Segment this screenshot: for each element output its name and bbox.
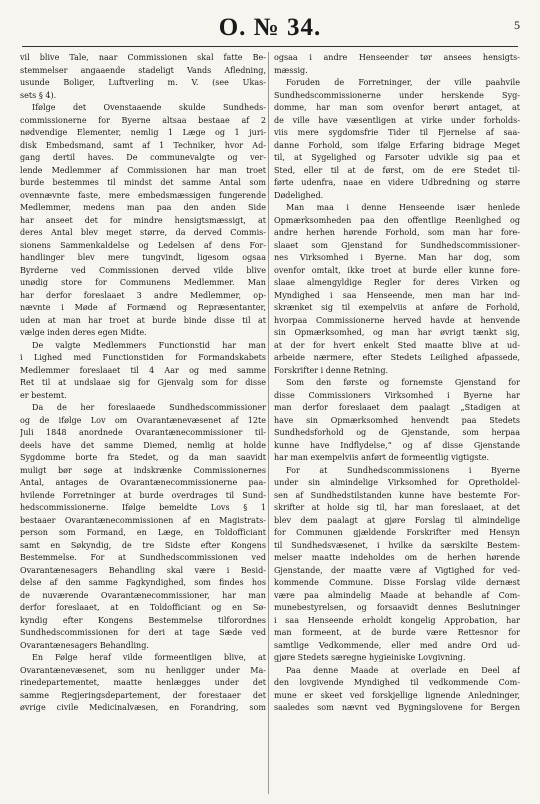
text-line: Medlemmer, medens man paa den anden Side — [20, 203, 266, 212]
text-line: Medlemmer foreslaaet til 4 Aar og med samme — [20, 365, 266, 375]
text-line: Myndighed i saa Henseende, men man har ind- — [274, 290, 520, 300]
text-line: saaledes som nævnt ved Bygningslovene for Bergen — [274, 703, 520, 712]
text-line: øvrige civile Medicinalvæsen, en Forandring, som — [20, 703, 266, 712]
text-line: Antal, antages de Ovarantænecommissionerne paa- — [20, 478, 266, 487]
text-line: Man maa i denne Henseende især henlede — [286, 203, 520, 212]
text-line: er bestemt. — [20, 390, 67, 400]
text-line: bestaaer Ovarantænecommissionen af en Magistrats- — [20, 515, 266, 525]
text-line: hvilende Forretninger at burde overdrages til Sund- — [20, 490, 266, 500]
text-line: viis mere sygdomsfrie Tider til Fjernelse af saa- — [274, 128, 520, 137]
text-line: Sted, eller til at de først, om de ere Stedet til- — [274, 165, 520, 175]
text-line: Dødelighed. — [274, 190, 324, 200]
page-header — [0, 14, 540, 42]
text-line: sen af Sundhedstilstanden kunne have bestemte For- — [274, 490, 520, 500]
text-line: sets § 4). — [20, 90, 57, 100]
text-line: commissionerne for Byerne altsaa bestaae af 2 — [20, 115, 266, 125]
text-line: skrifter at holde sig til, har man foreslaaet, at det — [274, 503, 520, 512]
text-line: har man exempelviis anført de formeentlig vigtigste. — [274, 453, 490, 462]
text-line: for Communen gjældende Forskrifter med Hensyn — [274, 528, 520, 537]
text-line: derfor foreslaaet, at en Toldofficiant og en Sø- — [20, 603, 266, 612]
text-line: til, at Sygelighed og Farsoter udvikle sig paa et — [274, 153, 520, 162]
text-line: De valgte Medlemmers Functionstid har man — [32, 340, 266, 350]
header-rule — [22, 46, 518, 47]
text-line: kunne have Indflydelse,“ og af disse Gjenstande — [274, 440, 520, 450]
text-line: de nuværende Ovarantænecommissioner, har man — [20, 590, 266, 600]
text-line: Da de her foreslaaede Sundhedscommissioner — [32, 403, 266, 412]
text-line: Paa denne Maade at overlade en Deel af — [286, 665, 520, 675]
text-line: skrænket sig til exempelviis at anføre de Forhold, — [274, 303, 520, 312]
text-line: person som Formand, en Læge, en Toldofficiant — [20, 528, 266, 537]
text-line: nævnte i Møde af Formænd og Repræsentanter, — [20, 303, 266, 312]
text-line: Ovarantænevæsenet, som nu henligger under Ma- — [20, 665, 266, 675]
text-line: arbeide nærmere, efter Stedets Leilighed afpassede, — [274, 353, 520, 362]
text-line: stemmelser angaaende stadeligt Vands Afledning, — [20, 65, 266, 75]
text-line: have sin Opmærksomhed henvendt paa Stedets — [274, 415, 520, 425]
text-line: rinedepartementet, maatte henlægges under det — [20, 678, 266, 687]
text-line: usunde Boliger, Luftverling m. V. (see Ukas- — [20, 78, 266, 87]
text-line: For at Sundhedscommissionens i Byerne — [286, 465, 520, 475]
text-line: blev dem paalagt at gjøre Forslag til almindelige — [274, 515, 520, 525]
text-line: muligt bør søge at indskrænke Commissionernes — [20, 465, 266, 475]
text-line: Sundhedscommissionerne under herskende Syg- — [274, 90, 520, 100]
text-line: domme, har man som ovenfor berørt antaget, at — [274, 103, 520, 112]
text-line: disse Commissioners Virksomhed i Byerne har — [274, 390, 520, 400]
text-line: slaaet som Gjenstand for Sundhedscommissioner- — [274, 240, 520, 250]
text-line: nes Virksomhed i Byerne. Man har dog, som — [274, 253, 520, 262]
text-line: unødig store for Communens Medlemmer. Man — [20, 278, 266, 287]
right-column — [274, 52, 520, 715]
text-line: Ovarantænesagers Behandling skal være i Besid- — [20, 565, 266, 575]
text-line: sionens Sammenkaldelse og Ledelsen af dens For- — [20, 240, 266, 250]
text-line: nødvendige Elementer, nemlig 1 Læge og 1 juri- — [20, 128, 266, 137]
text-line: Ovarantænesagers Behandling. — [20, 640, 149, 650]
text-line: munebestyrelsen, og forsaavidt dennes Beslutninger — [274, 603, 520, 612]
issue-number: O. № 34. — [218, 14, 322, 41]
text-line: hvorpaa Commissionerne herved havde at henvende — [274, 315, 520, 325]
text-line: de ville have væsentligen at virke under forholds- — [274, 115, 520, 125]
text-line: Ret til at undslaae sig for Gjenvalg som for disse — [20, 378, 266, 387]
text-line: Forskrifter i denne Retning. — [274, 365, 389, 375]
text-line: burde bestemmes til mindst det samme Antal som — [20, 178, 266, 187]
text-line: være paa almindelig Maade at behandle af Com- — [274, 590, 520, 600]
text-line: En Følge heraf vilde formeentligen blive, at — [32, 653, 266, 662]
text-line: kommende Commune. Disse Forslag vilde dernæst — [274, 578, 520, 587]
text-line: har anseet det for mindre hensigtsmæssigt, at — [20, 215, 266, 225]
text-line: har derfor foreslaaet 3 andre Medlemmer, op- — [20, 290, 266, 300]
text-line: i Lighed med Functionstiden for Formandskabets — [20, 353, 266, 362]
text-line: delse af den samme Fagkyndighed, som findes hos — [20, 578, 266, 587]
text-line: slaae almengyldige Regler for deres Virken og — [274, 278, 520, 287]
text-line: handlinger blev mere tungvindt, ligesom ogsaa — [20, 253, 266, 262]
text-line: Gjenstande, der maatte være af Vigtighed for ved- — [274, 565, 520, 575]
text-line: Foruden de Forretninger, der ville paahvile — [286, 78, 520, 87]
text-line: uden at man har troet at burde binde disse til at — [20, 315, 266, 325]
text-line: Sygdomme borte fra Stedet, og da man saavidt — [20, 453, 266, 462]
text-line: deres Antal blev meget større, da derved Commis- — [20, 228, 266, 237]
text-line: deels have det samme Diemed, nemlig at holde — [20, 440, 266, 450]
text-line: man formeent, at de burde være Rettesnor for — [274, 628, 520, 637]
left-column — [20, 52, 266, 715]
text-line: under sin almindelige Virksomhed for Opretholdel- — [274, 478, 520, 487]
text-line: til Sundhedsvæsenet, i hvilke da særskilte Bestem- — [274, 540, 520, 550]
text-line: den lovgivende Myndighed til vedkommende Com- — [274, 678, 520, 687]
text-line: danne Forhold, som ifølge Erfaring bidrage Meget — [274, 140, 520, 150]
text-line: Byrderne ved Commissionen derved vilde blive — [20, 265, 266, 275]
text-line: mune er skeet ved forskjellige lignende Anledninger, — [274, 690, 520, 700]
text-line: Ifølge det Ovenstaaende skulde Sundheds- — [32, 103, 266, 112]
text-line: andre herhen hørende Forhold, som man har fore- — [274, 228, 520, 237]
text-line: Sundhedscommissionen for deri at tage Sæde ved — [20, 628, 266, 637]
text-line: Som den første og fornemste Gjenstand for — [286, 378, 520, 387]
text-line: at der for hvert enkelt Sted maatte blive at ud- — [274, 340, 520, 350]
text-line: ovennævnte faste, mere embedsmæssigen fungerende — [20, 190, 266, 200]
text-line: lende Medlemmer af Commissionen har man troet — [20, 165, 266, 175]
text-line: ogsaa i andre Henseender tør ansees hensigts- — [274, 53, 520, 62]
text-line: mæssig. — [274, 65, 308, 75]
text-line: og de ifølge Lov om Ovarantænevæsenet af 12te — [20, 415, 266, 425]
text-line: disk Embedsmand, samt af 1 Techniker, hvor Ad- — [20, 140, 266, 150]
text-line: sin Opmærksomhed, og man har øvrigt tænkt sig, — [274, 328, 520, 337]
text-line: hedscommissionerne. Ifølge bemeldte Lovs § 1 — [20, 503, 266, 512]
text-line: samme Regjeringsdepartement, der forestaaer det — [20, 690, 266, 700]
text-line: Sundhedsforhold og de Gjenstande, som herpaa — [274, 428, 520, 437]
text-line: ovenfor omtalt, ikke troet at burde eller kunne fore- — [274, 265, 520, 275]
text-line: gang dertil haves. De communevalgte og ver- — [20, 153, 266, 162]
text-line: gjøre Stedets særegne hygieiniske Lovgivning. — [274, 653, 466, 662]
page-number: 5 — [514, 18, 520, 32]
text-line: i saa Henseende erholdt kongelig Approbation, har — [274, 615, 520, 625]
text-line: melser maatte indeholdes om de herhen hørende — [274, 553, 520, 562]
text-line: vælge inden deres egen Midte. — [20, 328, 147, 337]
text-line: kyndig efter Kongens Bestemmelse tilforordnes — [20, 615, 266, 625]
text-line: Bestemmelse. For at Sundhedscommissionen ved — [20, 553, 266, 562]
column-divider — [268, 52, 269, 794]
text-line: førte udenfra, naae en videre Udbredning og større — [274, 178, 520, 187]
text-line: Opmærksomheden paa den offentlige Reenlighed og — [274, 215, 520, 225]
text-line: samt en Søkyndig, de tre Sidste efter Kongens — [20, 540, 266, 550]
text-line: Juli 1848 anordnede Ovarantænecommissioner til- — [20, 428, 266, 437]
text-line: vil blive Tale, naar Commissionen skal fatte Be- — [20, 53, 266, 62]
text-line: man derfor foreslaaet dem paalagt „Stadigen at — [274, 403, 520, 412]
text-line: samtlige Vedkommende, eller med andre Ord ud- — [274, 640, 520, 650]
